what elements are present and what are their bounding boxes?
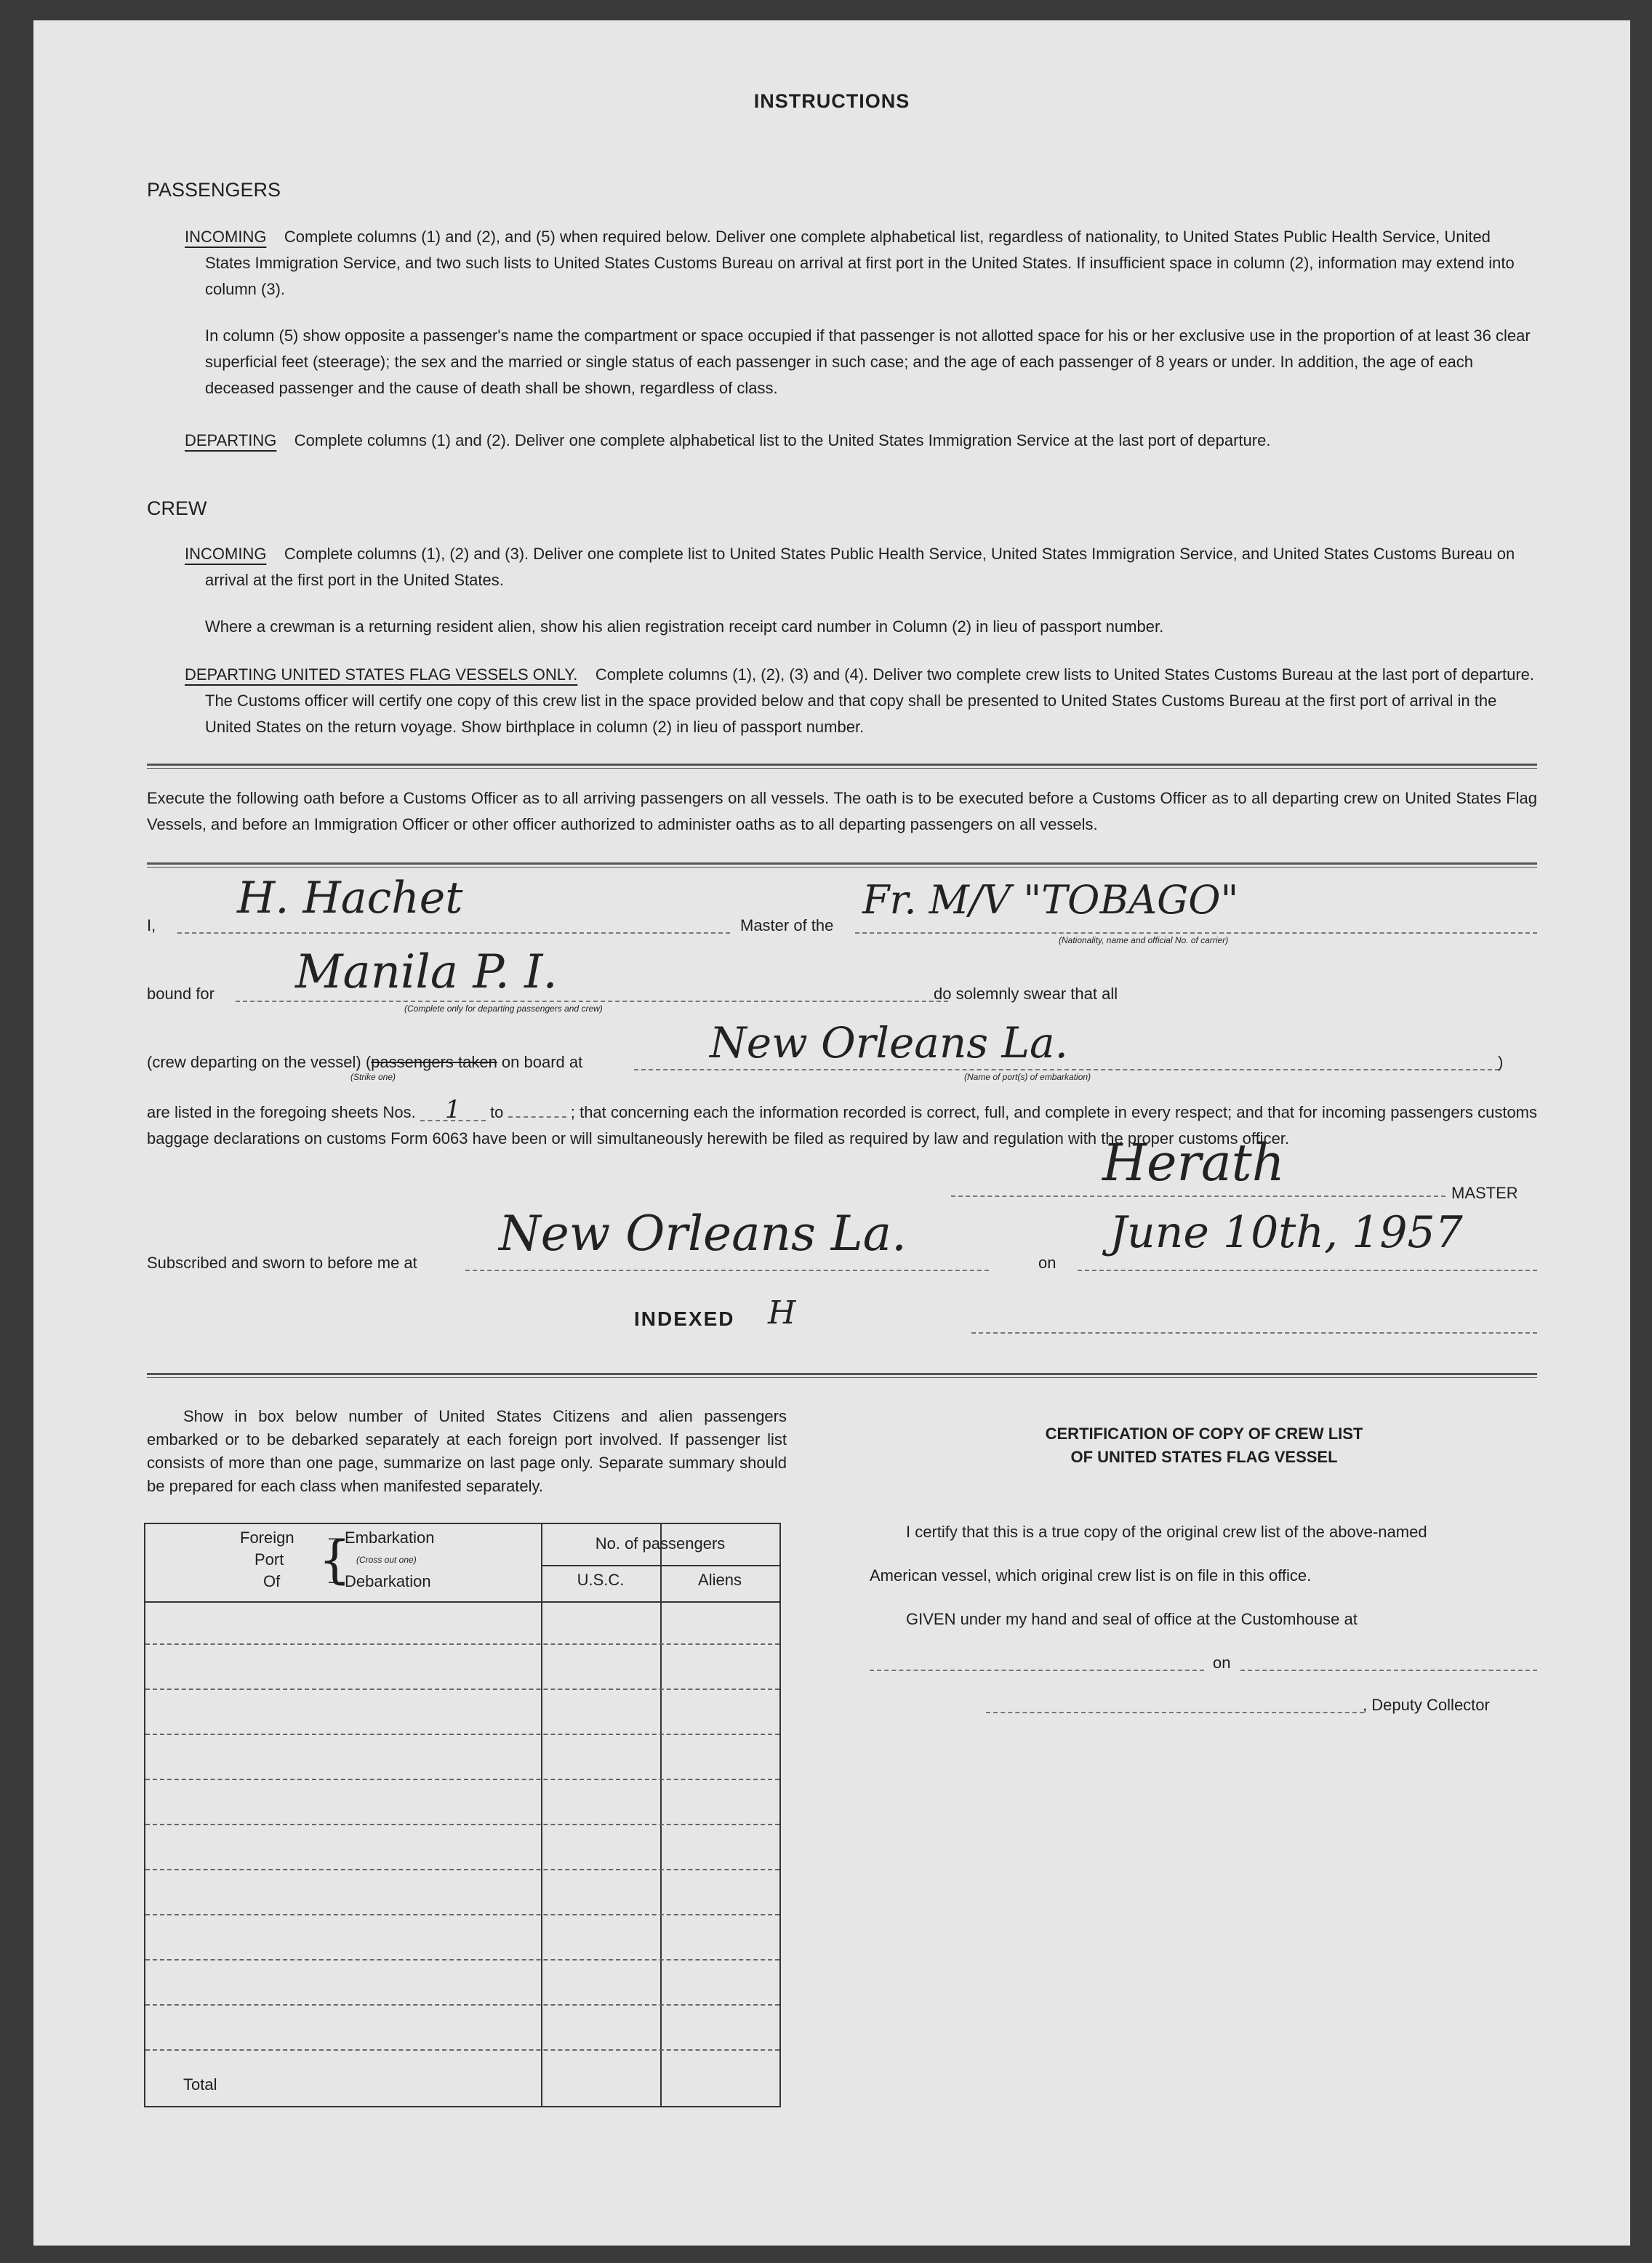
destination-caption: (Complete only for departing passengers and crew): [404, 1004, 603, 1014]
debarkation-option: —Debarkation: [329, 1572, 431, 1590]
certification-title-line1: CERTIFICATION OF COPY OF CREW LIST: [1045, 1425, 1363, 1443]
vessel-handwritten: Fr. M/V "TOBAGO": [862, 877, 1239, 923]
oath-i-label: I,: [147, 916, 156, 934]
strike-caption: (Strike one): [350, 1072, 396, 1082]
col-divider-1: [541, 1524, 542, 2106]
passengers-departing: [185, 428, 1537, 454]
indexed-label: INDEXED: [634, 1307, 735, 1330]
master-signature-line: [951, 1195, 1446, 1197]
table-row: [145, 1824, 779, 1825]
divider-1: [147, 764, 1537, 769]
embark-caption: (Name of port(s) of embarkation): [964, 1072, 1091, 1082]
divider-2: [147, 862, 1537, 868]
header-mid-rule: [541, 1565, 779, 1566]
table-row: [145, 1643, 779, 1645]
page-title: INSTRUCTIONS: [753, 90, 910, 112]
col-foreign: Foreign: [240, 1529, 294, 1547]
master-name-line: [177, 932, 730, 934]
oath-intro: Execute the following oath before a Customs Officer as to all arriving passengers on all vessels. The oath is to be executed before a Customs Officer as to all departing crew on United States Flag Vessels, and before an Immigration Officer or other officer authorized to administer oaths as to all departing passengers on all vessels.: [147, 789, 1537, 833]
listed-post: ; that concerning each the information recorded is correct, full, and complete in every respect; and that for incoming passengers customs baggage declarations on customs Form 6063 have been or will simultaneously herewith be filed as required by law and regulation with the proper customs officer.: [147, 1103, 1538, 1147]
master-label: MASTER: [1451, 1184, 1518, 1202]
crew-returning: Where a crewman is a returning resident alien, show his alien registration receipt card number in Column (2) in lieu of passport number.: [205, 617, 1164, 636]
to-label: to: [490, 1103, 504, 1121]
vessel-line: [855, 932, 1537, 934]
embark-line: [634, 1069, 1499, 1070]
summary-instructions: Show in box below number of United States Citizens and alien passengers embarked or to be debarked separately at each foreign port involved. If passenger list consists of more than one page, summarize on last page only. Separate summary should be prepared for each class when manifested separately.: [147, 1407, 787, 1495]
indexed-mark: H: [768, 1294, 796, 1331]
col-of: Of: [263, 1572, 281, 1590]
vessel-caption: (Nationality, name and official No. of carrier): [1059, 935, 1229, 945]
embark-port-handwritten: New Orleans La.: [710, 1018, 1068, 1068]
table-row: [145, 1689, 779, 1690]
divider-3: [147, 1373, 1537, 1378]
destination-line: [236, 1001, 948, 1002]
passengers-incoming-text: Complete columns (1) and (2), and (5) when required below. Deliver one complete alphabetical list, regardless of nationality, to United States Public Health Service, United States Immigration Service, and two such lists to United States Customs Bureau on arrival at first port in the United States. If insufficient space in column (2), information may extend into column (3).: [205, 228, 1515, 298]
passengers-incoming: [185, 224, 1537, 303]
blank-line: [971, 1332, 1537, 1334]
table-row: [145, 2004, 779, 2006]
strike-text: passengers taken: [371, 1053, 497, 1071]
master-of-label: Master of the: [740, 916, 834, 934]
table-row: [145, 1734, 779, 1735]
passengers-heading: PASSENGERS: [147, 179, 281, 201]
crew-departing-pre: (crew departing on the vessel) (: [147, 1053, 372, 1071]
usc-header: U.S.C.: [577, 1571, 625, 1589]
no-passengers-header: No. of passengers: [595, 1534, 726, 1553]
certification-title-line2: OF UNITED STATES FLAG VESSEL: [1070, 1448, 1338, 1466]
table-row: [145, 2049, 779, 2051]
bound-for-label: bound for: [147, 985, 214, 1003]
swear-label: do solemnly swear that all: [934, 985, 1118, 1003]
sworn-place-handwritten: New Orleans La.: [499, 1206, 907, 1262]
certification-line1: I certify that this is a true copy of the original crew list of the above-named: [906, 1523, 1427, 1541]
crew-incoming-text: Complete columns (1), (2) and (3). Deliver one complete list to United States Public Health Service, United States Immigration Service, and United States Customs Bureau on arrival at the first port in the United States.: [205, 545, 1515, 589]
listed-clause: [147, 1095, 1538, 1152]
crew-incoming-label: INCOMING: [185, 545, 267, 563]
document-page: [33, 20, 1630, 2246]
listed-pre: are listed in the foregoing sheets Nos.: [147, 1103, 416, 1121]
sworn-date-line: [1078, 1270, 1537, 1271]
passengers-departing-label: DEPARTING: [185, 431, 277, 449]
table-row: [145, 1959, 779, 1960]
master-signature-handwritten: Herath: [1102, 1133, 1285, 1193]
certification-on-label: on: [1213, 1654, 1231, 1672]
deputy-signature-line: [986, 1712, 1364, 1713]
total-label: Total: [183, 2075, 217, 2094]
crew-departing-clause: [147, 1053, 582, 1072]
sheet-to-line: [508, 1116, 566, 1118]
aliens-header: Aliens: [698, 1571, 742, 1589]
cross-out-note: (Cross out one): [356, 1555, 417, 1565]
certification-date-line: [1240, 1670, 1537, 1671]
table-row: [145, 1914, 779, 1915]
brace: {: [318, 1530, 351, 1590]
embarkation-option: —Embarkation: [329, 1529, 435, 1547]
table-row: [145, 1779, 779, 1780]
col-port: Port: [254, 1550, 284, 1569]
sworn-place-line: [465, 1270, 989, 1271]
table-row: [145, 1869, 779, 1870]
col-divider-2: [660, 1524, 662, 2106]
master-name-handwritten: H. Hachet: [237, 873, 463, 924]
deputy-collector-label: , Deputy Collector: [1363, 1696, 1490, 1714]
certification-line3: GIVEN under my hand and seal of office at the Customhouse at: [906, 1610, 1358, 1628]
crew-departing-label: DEPARTING UNITED STATES FLAG VESSELS ONLY.: [185, 665, 578, 684]
subscribed-label: Subscribed and sworn to before me at: [147, 1254, 417, 1272]
certification-line2: American vessel, which original crew list is on file in this office.: [870, 1566, 1312, 1585]
crew-departing: [185, 662, 1537, 740]
sheet-from-handwritten: 1: [420, 1100, 486, 1121]
sworn-date-handwritten: June 10th, 1957: [1110, 1207, 1463, 1258]
header-bottom-rule: [145, 1601, 779, 1603]
sworn-on-label: on: [1038, 1254, 1056, 1272]
crew-departing-post: on board at: [497, 1053, 583, 1071]
crew-departing-text: Complete columns (1), (2), (3) and (4). Deliver two complete crew lists to United States Customs Bureau at the last port of departure. The Customs officer will certify one copy of this crew list in the space provided below and that copy shall be presented to United States Customs Bureau at the first port of arrival in the United States on the return voyage. Show birthplace in column (2) in lieu of passport number.: [205, 665, 1535, 736]
passengers-departing-text: Complete columns (1) and (2). Deliver one complete alphabetical list to the United States Immigration Service at the last port of departure.: [294, 431, 1271, 449]
passenger-summary-table: [144, 1523, 781, 2107]
crew-heading: CREW: [147, 497, 207, 519]
passengers-incoming-label: INCOMING: [185, 228, 267, 246]
close-paren: ): [1498, 1053, 1504, 1071]
customhouse-line: [870, 1670, 1204, 1671]
crew-incoming: [185, 541, 1537, 593]
certification-title: [870, 1422, 1539, 1469]
destination-handwritten: Manila P. I.: [295, 945, 558, 999]
passengers-column5: In column (5) show opposite a passenger's name the compartment or space occupied if that passenger is not allotted space for his or her exclusive use in the proportion of at least 36 clear superficial feet (steerage); the sex and the married or single status of each passenger in such case; and the age of each passenger of 8 years or under. In addition, the age of each deceased passenger and the cause of death shall be shown, regardless of class.: [205, 327, 1531, 397]
